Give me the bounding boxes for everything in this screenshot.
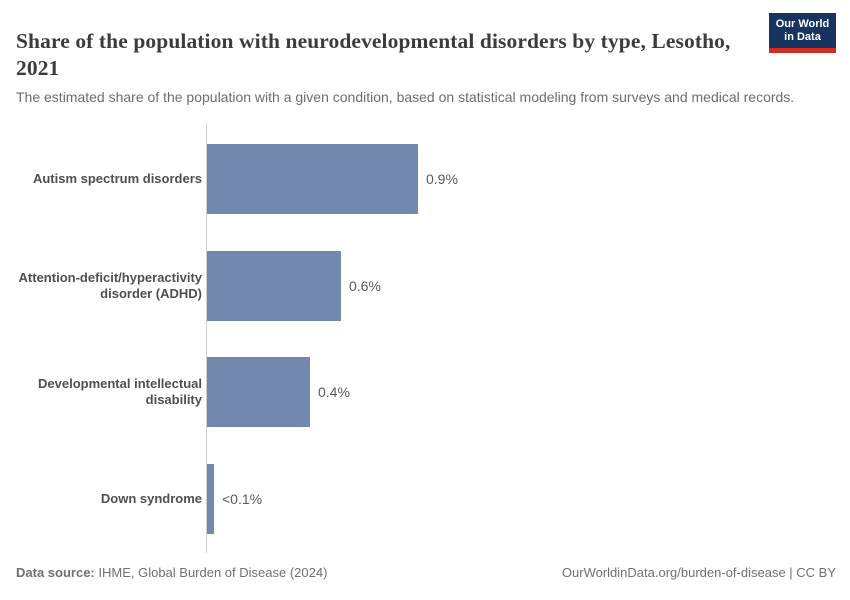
bar-row (0, 251, 850, 321)
category-label: Autism spectrum disorders (32, 170, 202, 186)
bar-value-label: <0.1% (222, 491, 263, 507)
bar-row (0, 357, 850, 427)
owid-logo-line1: Our World (775, 18, 830, 30)
category-label: Attention-deficit/hyperactivity disorder (ADHD) (18, 269, 202, 301)
chart-title: Share of the population with neurodevelopmental disorders by type, Lesotho, 2021 (16, 29, 731, 81)
owid-logo-line2: in Data (784, 31, 821, 43)
bar[interactable] (207, 144, 418, 214)
chart-footer (16, 565, 836, 580)
chart-subtitle: The estimated share of the population with a given condition, based on statistical modeling from surveys and medical records. (16, 89, 795, 105)
bar-value-label: 0.6% (349, 278, 381, 294)
data-source-value: IHME, Global Burden of Disease (2024) (94, 565, 328, 580)
data-source-label: Data source: (16, 565, 95, 580)
bar-value-label: 0.4% (318, 384, 350, 400)
bar[interactable] (207, 251, 341, 321)
bar-row (0, 464, 850, 534)
category-label: Down syndrome (100, 490, 202, 506)
owid-logo (769, 13, 836, 53)
category-label: Developmental intellectual disability (38, 375, 202, 407)
data-source (16, 565, 327, 580)
bar[interactable] (207, 357, 310, 427)
bar-value-label: 0.9% (426, 171, 458, 187)
bar[interactable] (207, 464, 214, 534)
attribution: OurWorldinData.org/burden-of-disease | CC BY (561, 565, 836, 580)
bar-row (0, 144, 850, 214)
